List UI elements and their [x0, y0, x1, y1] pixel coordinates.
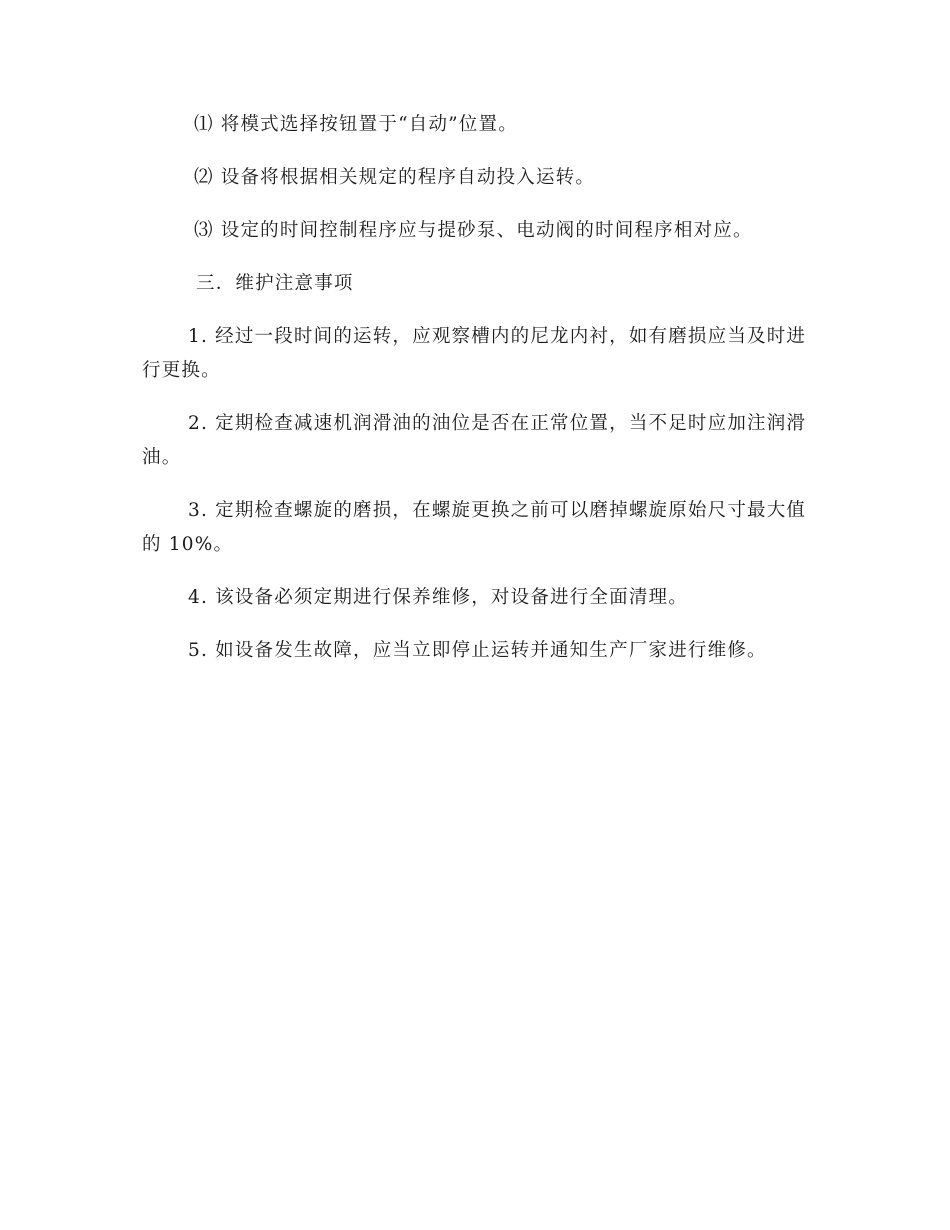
step-2: ⑵ 设备将根据相关规定的程序自动投入运转。: [194, 167, 596, 188]
maintenance-item-2: 2. 定期检查减速机润滑油的油位是否在正常位置，当不足时应加注润滑油。: [142, 413, 807, 468]
maintenance-item-5: 5. 如设备发生故障，应当立即停止运转并通知生产厂家进行维修。: [188, 640, 767, 661]
step-1: ⑴ 将模式选择按钮置于“自动”位置。: [194, 114, 518, 135]
step-3: ⑶ 设定的时间控制程序应与提砂泵、电动阀的时间程序相对应。: [194, 220, 753, 241]
section-heading: 三．维护注意事项: [196, 273, 354, 294]
document-body: [142, 108, 807, 687]
maintenance-item-4: 4. 该设备必须定期进行保养维修，对设备进行全面清理。: [188, 587, 688, 608]
maintenance-item-1: 1. 经过一段时间的运转，应观察槽内的尼龙内衬，如有磨损应当及时进行更换。: [142, 326, 807, 381]
maintenance-item-3: 3. 定期检查螺旋的磨损，在螺旋更换之前可以磨掉螺旋原始尺寸最大值的 10%。: [142, 500, 807, 555]
